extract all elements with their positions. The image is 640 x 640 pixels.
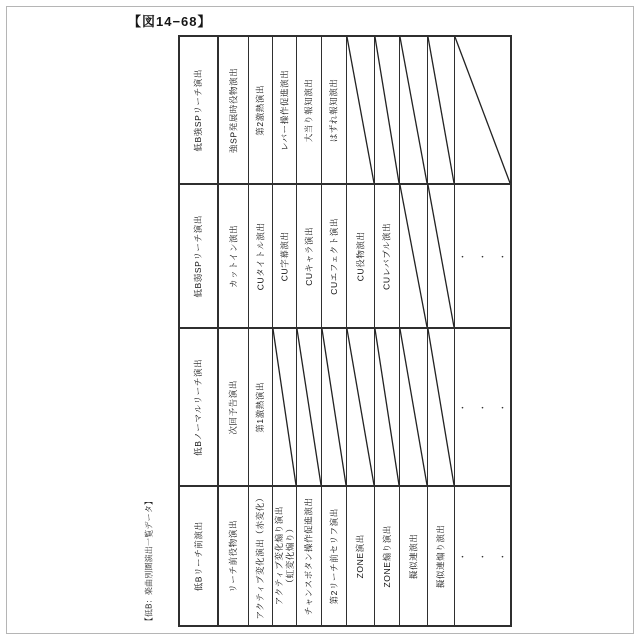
effect-cell xyxy=(400,487,428,625)
diagonal-line-icon xyxy=(428,329,454,485)
effect-cell xyxy=(297,487,322,625)
effect-cell xyxy=(249,487,273,625)
crossed-cell xyxy=(400,185,428,329)
ellipsis-dots: ・・・ xyxy=(457,402,518,413)
crossed-cell xyxy=(375,37,400,185)
diagonal-line-icon xyxy=(322,329,346,485)
diagonal-line-icon xyxy=(455,37,510,183)
figure-title: 【図14−68】 xyxy=(128,14,212,29)
effect-label: レバー操作促進演出 xyxy=(279,69,290,151)
effect-label: 擬似連煽り演出 xyxy=(435,524,446,588)
effect-label: 大当り報知演出 xyxy=(303,78,314,142)
effect-label: 第2リーチ前セリフ演出 xyxy=(328,507,339,605)
crossed-cell xyxy=(428,37,455,185)
effect-cell xyxy=(322,487,347,625)
effect-label-line1: アクティブ変化煽り演出 xyxy=(273,506,284,606)
diagonal-line-icon xyxy=(375,329,399,485)
crossed-cell xyxy=(297,329,322,487)
effect-label-line2: （虹変化煽り） xyxy=(284,524,295,588)
effect-cell xyxy=(273,185,297,329)
effect-label-two-line xyxy=(274,506,295,605)
effect-label: ZONE演出 xyxy=(355,533,366,579)
effect-label: CUキャラ演出 xyxy=(303,226,314,286)
diagonal-line-icon xyxy=(400,185,427,327)
diagonal-line-icon xyxy=(400,329,427,485)
effect-label: 強SP発展時役物演出 xyxy=(228,67,239,153)
effect-cell xyxy=(219,37,249,185)
effect-label: はずれ報知演出 xyxy=(328,78,339,142)
effect-label: 第1激熱演出 xyxy=(255,381,266,433)
effect-cell xyxy=(219,487,249,625)
crossed-cell xyxy=(347,329,375,487)
crossed-cell xyxy=(273,329,297,487)
effect-label: CUタイトル演出 xyxy=(255,222,266,290)
effect-cell xyxy=(219,185,249,329)
diagonal-line-icon xyxy=(347,37,374,183)
effect-label: チャンスボタン操作促進演出 xyxy=(303,497,314,615)
crossed-cell xyxy=(428,185,455,329)
effect-label: CU役物演出 xyxy=(355,231,366,281)
effect-cell xyxy=(347,185,375,329)
group-label: 低B弱SPリーチ演出 xyxy=(193,214,204,298)
group-cell xyxy=(180,487,219,625)
crossed-cell xyxy=(400,37,428,185)
effect-label: 擬似連演出 xyxy=(408,533,419,579)
group-cell xyxy=(180,329,219,487)
effect-cell xyxy=(297,185,322,329)
effect-cell xyxy=(347,487,375,625)
crossed-cell xyxy=(455,37,510,185)
effect-cell xyxy=(249,185,273,329)
diagonal-line-icon xyxy=(428,37,454,183)
group-label: 低Bリーチ前演出 xyxy=(193,521,204,591)
effect-cell xyxy=(297,37,322,185)
group-cell xyxy=(180,37,219,185)
group-label: 低B強SPリーチ演出 xyxy=(193,68,204,152)
effect-cell xyxy=(322,37,347,185)
effect-label: CUレバブル演出 xyxy=(381,222,392,290)
effect-label: ZONE煽り演出 xyxy=(381,524,392,588)
effect-cell xyxy=(219,329,249,487)
crossed-cell xyxy=(322,329,347,487)
crossed-cell xyxy=(400,329,428,487)
group-label: 低Bノーマルリーチ演出 xyxy=(193,358,204,456)
side-label xyxy=(138,487,160,635)
effect-label: CUエフェクト演出 xyxy=(328,217,339,295)
effect-label: 次回予告演出 xyxy=(228,379,239,435)
diagonal-line-icon xyxy=(375,37,399,183)
effect-cell xyxy=(322,185,347,329)
ellipsis-cell xyxy=(455,329,518,487)
effect-cell xyxy=(249,329,273,487)
diagonal-line-icon xyxy=(297,329,321,485)
effect-cell xyxy=(273,37,297,185)
effect-label: リーチ前役物演出 xyxy=(228,519,239,593)
diagonal-line-icon xyxy=(347,329,374,485)
diagonal-line-icon xyxy=(273,329,296,485)
crossed-cell xyxy=(347,37,375,185)
effect-label: CU字幕演出 xyxy=(279,231,290,281)
ellipsis-cell xyxy=(455,487,518,625)
effects-table xyxy=(178,35,518,627)
diagonal-line-icon xyxy=(428,185,454,327)
diagonal-line-icon xyxy=(400,37,427,183)
group-cell xyxy=(180,185,219,329)
effect-cell xyxy=(428,487,455,625)
effect-cell xyxy=(375,185,400,329)
ellipsis-dots: ・・・ xyxy=(457,251,518,262)
effect-label: アクティブ変化演出（赤変化） xyxy=(255,492,266,620)
crossed-cell xyxy=(375,329,400,487)
effect-cell xyxy=(273,487,297,625)
effect-label: 第2激熱演出 xyxy=(255,84,266,136)
ellipsis-cell xyxy=(455,185,518,329)
effect-cell xyxy=(375,487,400,625)
effect-label: カットイン演出 xyxy=(228,224,239,288)
crossed-cell xyxy=(428,329,455,487)
ellipsis-dots: ・・・ xyxy=(457,551,518,562)
effect-cell xyxy=(249,37,273,185)
side-label-text: 【低B：楽曲別圏演出一覧データ】 xyxy=(144,496,154,626)
